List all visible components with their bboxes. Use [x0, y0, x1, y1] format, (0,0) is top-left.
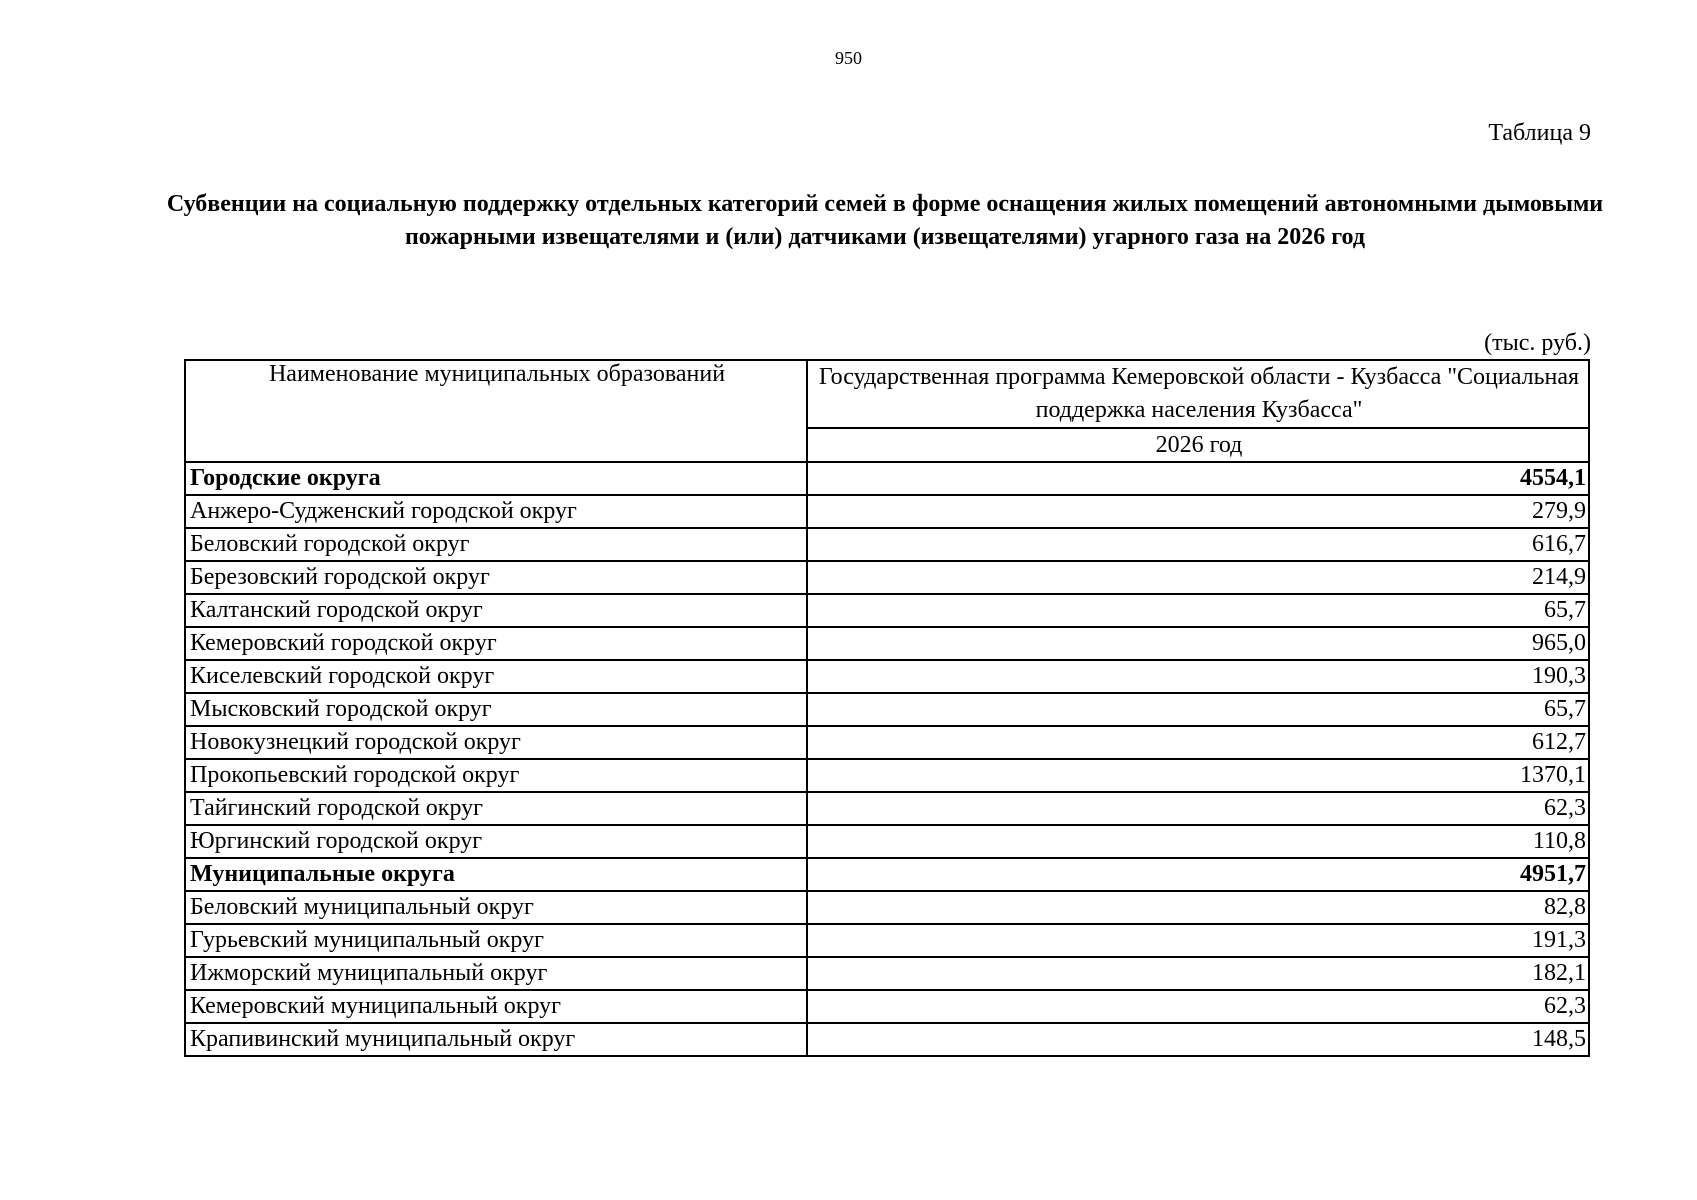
table-row — [185, 891, 1589, 924]
table-row — [185, 495, 1589, 528]
header-year: 2026 год — [807, 428, 1589, 462]
amount-cell: 62,3 — [807, 792, 1589, 825]
table-group-row — [185, 858, 1589, 891]
amount-cell: 182,1 — [807, 957, 1589, 990]
table-row — [185, 990, 1589, 1023]
amount-cell: 4554,1 — [807, 462, 1589, 495]
amount-cell: 148,5 — [807, 1023, 1589, 1056]
table-row — [185, 693, 1589, 726]
municipality-name-cell: Кемеровский городской округ — [185, 627, 807, 660]
table-row — [185, 825, 1589, 858]
municipality-name-cell: Беловский муниципальный округ — [185, 891, 807, 924]
header-row — [185, 360, 1589, 428]
table-row — [185, 792, 1589, 825]
amount-cell: 279,9 — [807, 495, 1589, 528]
amount-cell: 65,7 — [807, 693, 1589, 726]
municipality-name-cell: Гурьевский муниципальный округ — [185, 924, 807, 957]
amount-cell: 1370,1 — [807, 759, 1589, 792]
header-municipality-name: Наименование муниципальных образований — [185, 360, 807, 462]
amount-cell: 191,3 — [807, 924, 1589, 957]
municipality-name-cell: Прокопьевский городской округ — [185, 759, 807, 792]
table-row — [185, 1023, 1589, 1056]
table-row — [185, 594, 1589, 627]
amount-cell: 965,0 — [807, 627, 1589, 660]
municipality-name-cell: Муниципальные округа — [185, 858, 807, 891]
page-number: 950 — [835, 48, 862, 68]
table-row — [185, 759, 1589, 792]
document-title: Субвенции на социальную поддержку отдельных категорий семей в форме оснащения жилых помещений автономными дымовыми пожарными извещателями и (или) датчиками (извещателями) угарного газа на 2026 год — [166, 191, 1604, 250]
table-body — [185, 462, 1589, 1056]
table-row — [185, 726, 1589, 759]
amount-cell: 62,3 — [807, 990, 1589, 1023]
amount-cell: 4951,7 — [807, 858, 1589, 891]
municipality-name-cell: Киселевский городской округ — [185, 660, 807, 693]
municipality-name-cell: Калтанский городской округ — [185, 594, 807, 627]
municipality-name-cell: Кемеровский муниципальный округ — [185, 990, 807, 1023]
amount-cell: 616,7 — [807, 528, 1589, 561]
table-group-row — [185, 462, 1589, 495]
table-row — [185, 561, 1589, 594]
table-row — [185, 660, 1589, 693]
municipality-name-cell: Крапивинский муниципальный округ — [185, 1023, 807, 1056]
amount-cell: 110,8 — [807, 825, 1589, 858]
amount-cell: 612,7 — [807, 726, 1589, 759]
municipality-name-cell: Тайгинский городской округ — [185, 792, 807, 825]
municipality-name-cell: Анжеро-Судженский городской округ — [185, 495, 807, 528]
subventions-table — [184, 359, 1590, 1057]
amount-cell: 65,7 — [807, 594, 1589, 627]
amount-cell: 214,9 — [807, 561, 1589, 594]
table-row — [185, 627, 1589, 660]
table-row — [185, 957, 1589, 990]
amount-cell: 190,3 — [807, 660, 1589, 693]
table-header — [185, 360, 1589, 462]
municipality-name-cell: Городские округа — [185, 462, 807, 495]
table-row — [185, 924, 1589, 957]
municipality-name-cell: Новокузнецкий городской округ — [185, 726, 807, 759]
table-row — [185, 528, 1589, 561]
municipality-name-cell: Мысковский городской округ — [185, 693, 807, 726]
table-label: Таблица 9 — [1488, 120, 1591, 146]
amount-cell: 82,8 — [807, 891, 1589, 924]
municipality-name-cell: Березовский городской округ — [185, 561, 807, 594]
header-program: Государственная программа Кемеровской области - Кузбасса "Социальная поддержка населения Кузбасса" — [807, 360, 1589, 428]
municipality-name-cell: Беловский городской округ — [185, 528, 807, 561]
units-label: (тыс. руб.) — [1484, 330, 1591, 356]
municipality-name-cell: Юргинский городской округ — [185, 825, 807, 858]
municipality-name-cell: Ижморский муниципальный округ — [185, 957, 807, 990]
